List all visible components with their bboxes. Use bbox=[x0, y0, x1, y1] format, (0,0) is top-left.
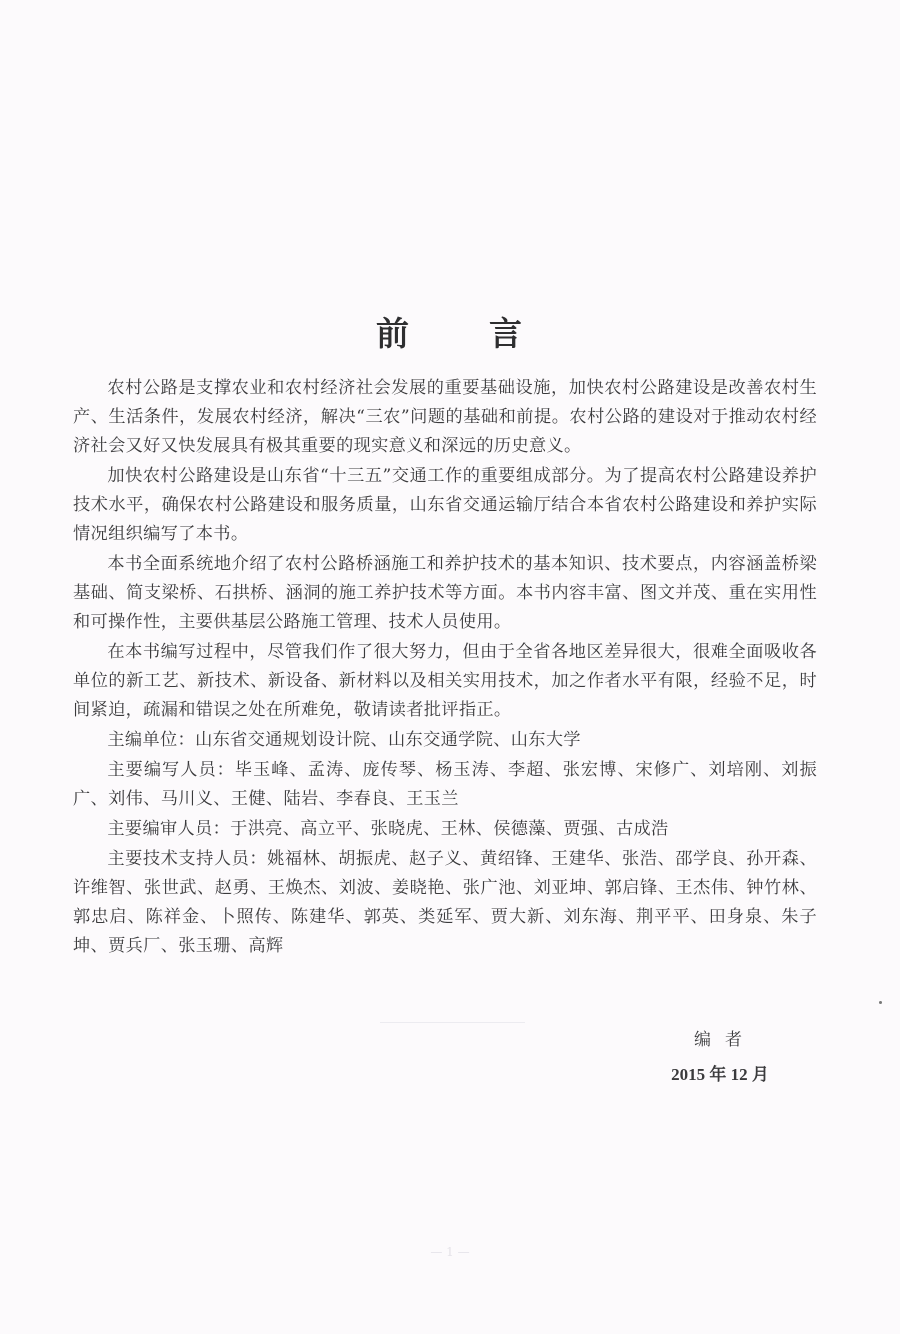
paragraph-acknowledgement: 在本书编写过程中，尽管我们作了很大努力，但由于全省各地区差异很大，很难全面吸收各单位的新工艺、新技术、新设备、新材料以及相关实用技术，加之作者水平有限，经验不足，时间紧迫，疏漏和错误之处在所难免，敬请读者批评指正。 bbox=[73, 642, 817, 720]
signature-date: 2015 年 12 月 bbox=[671, 1065, 769, 1084]
technical-support-staff: 主要技术支持人员：姚福林、胡振虎、赵子义、黄绍锋、王建华、张浩、邵学良、孙开森、许维智、张世武、赵勇、王焕杰、刘波、姜晓艳、张广池、刘亚坤、郭启锋、王杰伟、钟竹林、郭忠启、陈祥金、卜照传、陈建华、郭英、类延军、贾大新、刘东海、荆平平、田身泉、朱子坤、贾兵厂、张玉珊、高辉 bbox=[73, 849, 817, 956]
main-reviewers: 主要编审人员：于洪亮、高立平、张晓虎、王林、侯德藻、贾强、古成浩 bbox=[107, 819, 669, 839]
title-char-2: 言 bbox=[489, 314, 524, 354]
chief-editing-units: 主编单位：山东省交通规划设计院、山东交通学院、山东大学 bbox=[107, 730, 581, 750]
page-number: — 1 — bbox=[430, 1245, 470, 1259]
paragraph-scope: 本书全面系统地介绍了农村公路桥涵施工和养护技术的基本知识、技术要点，内容涵盖桥梁基础、简支梁桥、石拱桥、涵洞的施工养护技术等方面。本书内容丰富、图文并茂、重在实用性和可操作性，主要供基层公路施工管理、技术人员使用。 bbox=[73, 554, 817, 632]
signature-editor: 编者 bbox=[694, 1030, 756, 1050]
preface-body bbox=[73, 374, 817, 962]
main-writers: 主要编写人员：毕玉峰、孟涛、庞传琴、杨玉涛、李超、张宏博、宋修广、刘培刚、刘振广、刘伟、马川义、王健、陆岩、李春良、王玉兰 bbox=[73, 760, 817, 809]
page-title bbox=[0, 308, 900, 355]
paragraph-background: 加快农村公路建设是山东省“十三五”交通工作的重要组成部分。为了提高农村公路建设养护技术水平，确保农村公路建设和服务质量，山东省交通运输厅结合本省农村公路建设和养护实际情况组织编写了本书。 bbox=[73, 466, 817, 544]
paper-speck bbox=[879, 1001, 882, 1004]
title-char-1: 前 bbox=[376, 314, 411, 354]
paragraph-significance: 农村公路是支撑农业和农村经济社会发展的重要基础设施，加快农村公路建设是改善农村生产、生活条件，发展农村经济，解决“三农”问题的基础和前提。农村公路的建设对于推动农村经济社会又好又快发展具有极其重要的现实意义和深远的历史意义。 bbox=[73, 378, 817, 456]
show-through-line bbox=[380, 1022, 525, 1023]
signature-block bbox=[650, 1025, 790, 1085]
